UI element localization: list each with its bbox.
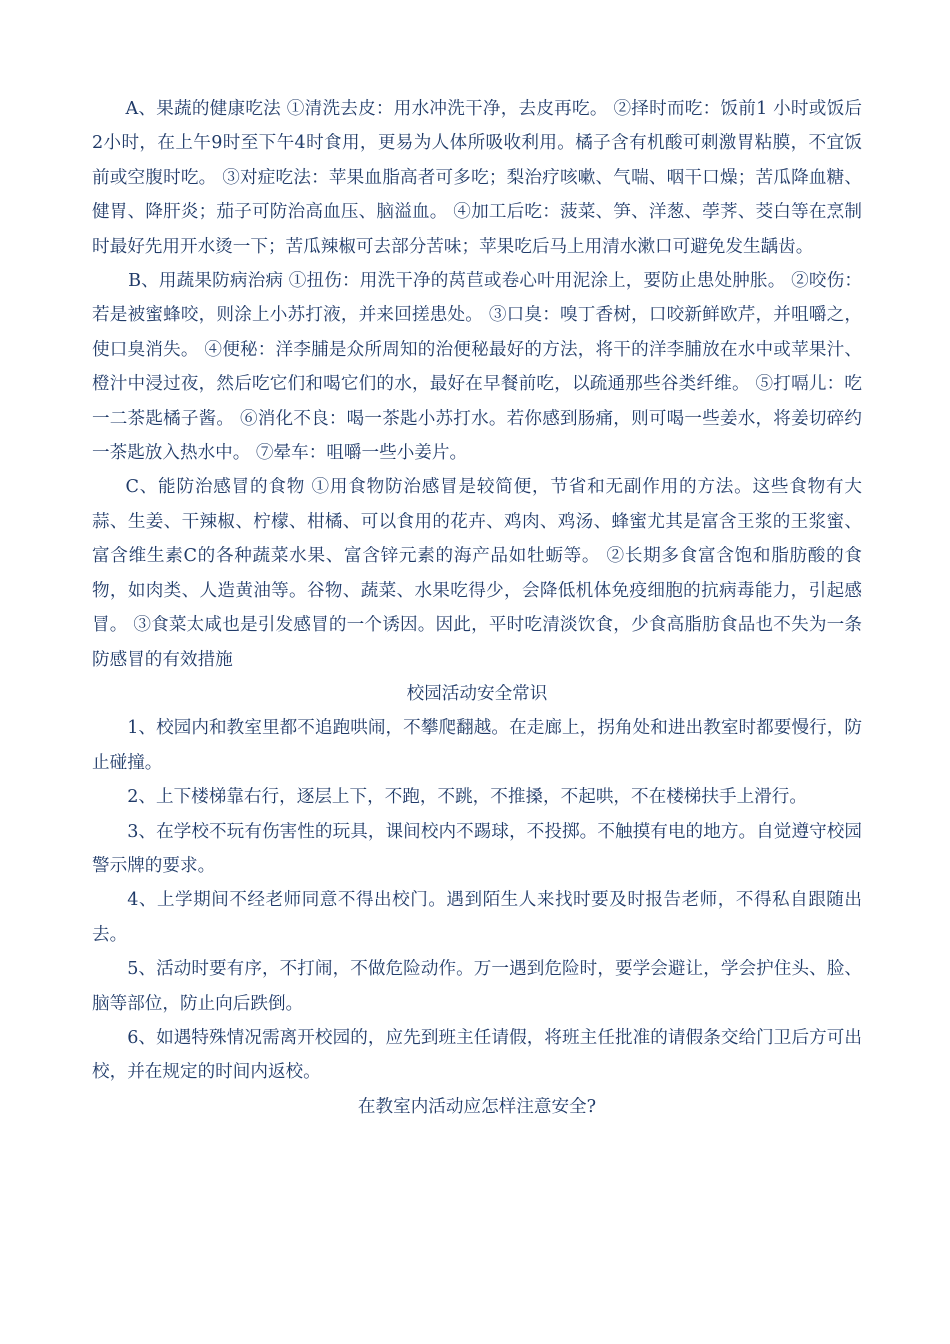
- safety-rule-4: 4、上学期间不经老师同意不得出校门。遇到陌生人来找时要及时报告老师，不得私自跟随出去。: [92, 890, 862, 945]
- closing-question: 在教室内活动应怎样注意安全?: [357, 1096, 597, 1117]
- section-title: 校园活动安全常识: [406, 683, 548, 704]
- paragraph-cold-foods: C、能防治感冒的食物 ①用食物防治感冒是较简便，节省和无副作用的方法。这些食物有大蒜、生姜、干辣椒、柠檬、柑橘、可以食用的花卉、鸡肉、鸡汤、蜂蜜尤其是富含王浆的王浆蜜、富含维生素C的各种蔬菜水果、富含锌元素的海产品如牡蛎等。 ②长期多食富含饱和脂肪酸的食物，如肉类、人造黄油等。谷物、蔬菜、水果吃得少，会降低机体免疫细胞的抗病毒能力，引起感冒。 ③食菜太咸也是引发感冒的一个诱因。因此，平时吃清淡饮食，少食高脂肪食品也不失为一条防感冒的有效措施: [92, 477, 862, 670]
- safety-rule-6: 6、如遇特殊情况需离开校园的，应先到班主任请假，将班主任批准的请假条交给门卫后方可出校，并在规定的时间内返校。: [92, 1027, 862, 1083]
- safety-rule-1: 1、校园内和教室里都不追跑哄闹，不攀爬翻越。在走廊上，拐角处和进出教室时都要慢行，防止碰撞。: [92, 718, 862, 773]
- safety-rule-2: 2、上下楼梯靠右行，逐层上下，不跑，不跳，不推搡，不起哄，不在楼梯扶手上滑行。: [127, 787, 807, 808]
- document-page: [92, 92, 862, 1124]
- safety-rule-5: 5、活动时要有序，不打闹，不做危险动作。万一遇到危险时，要学会避让，学会护住头、脸、脑等部位，防止向后跌倒。: [92, 959, 862, 1014]
- safety-rule-3: 3、在学校不玩有伤害性的玩具，课间校内不踢球，不投掷。不触摸有电的地方。自觉遵守校园警示牌的要求。: [92, 821, 862, 876]
- paragraph-fruit-remedies: B、用蔬果防病治病 ①扭伤：用洗干净的莴苣或卷心叶用泥涂上，要防止患处肿胀。 ②咬伤：若是被蜜蜂咬，则涂上小苏打液，并来回搓患处。 ③口臭：嗅丁香树，口咬新鲜欧芹，并咀嚼之，使口臭消失。 ④便秘：洋李脯是众所周知的治便秘最好的方法，将干的洋李脯放在水中或苹果汁、橙汁中浸过夜，然后吃它们和喝它们的水，最好在早餐前吃，以疏通那些谷类纤维。 ⑤打嗝儿：吃一二茶匙橘子酱。 ⑥消化不良：喝一茶匙小苏打水。若你感到肠痛，则可喝一些姜水，将姜切碎约一茶匙放入热水中。 ⑦晕车：咀嚼一些小姜片。: [92, 271, 862, 464]
- paragraph-fruit-eating: A、果蔬的健康吃法 ①清洗去皮：用水冲洗干净，去皮再吃。 ②择时而吃：饭前1 小时或饭后2小时，在上午9时至下午4时食用，更易为人体所吸收利用。橘子含有机酸可刺激胃粘膜，不宜饭前或空腹时吃。 ③对症吃法：苹果血脂高者可多吃；梨治疗咳嗽、气喘、咽干口燥；苦瓜降血糖、健胃、降肝炎；茄子可防治高血压、脑溢血。 ④加工后吃：菠菜、笋、洋葱、荸荠、茭白等在烹制时最好先用开水烫一下；苦瓜辣椒可去部分苦味；苹果吃后马上用清水漱口可避免发生龋齿。: [92, 99, 862, 257]
